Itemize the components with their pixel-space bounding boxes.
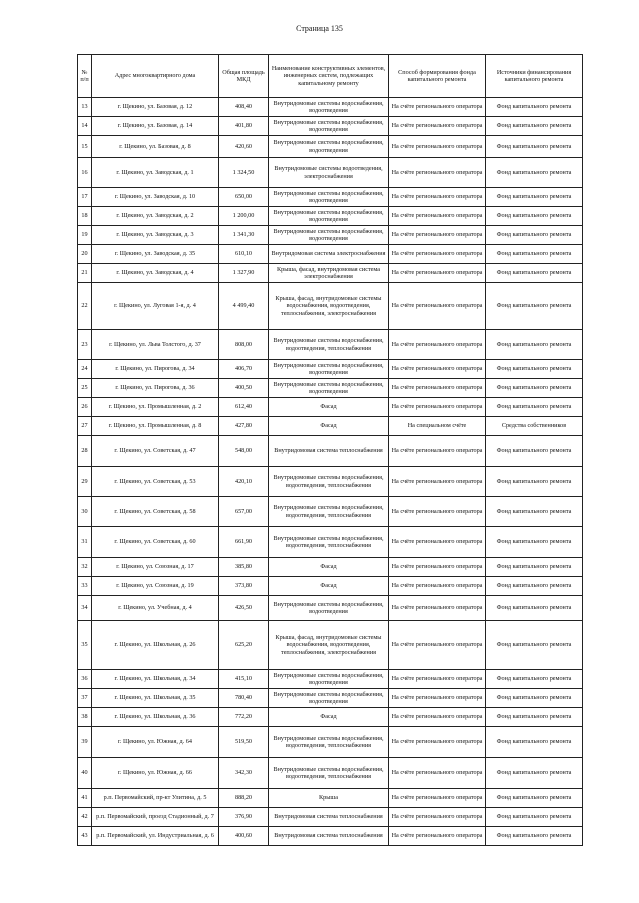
- cell-address: г. Щекино, ул. Промышленная, д. 8: [92, 417, 219, 436]
- cell-source: Фонд капитального ремонта: [486, 136, 583, 158]
- cell-address: г. Щекино, ул. Заводская, д. 3: [92, 226, 219, 245]
- col-header-source: Источники финансирования капитального ремонта: [486, 55, 583, 98]
- cell-works: Крыша: [269, 789, 389, 808]
- table-row: [78, 283, 583, 330]
- cell-works: Внутридомовая система электроснабжения: [269, 245, 389, 264]
- cell-method: На счёте регионального оператора: [389, 283, 486, 330]
- table-row: [78, 727, 583, 758]
- cell-area: 420,10: [219, 467, 269, 497]
- cell-area: 385,80: [219, 558, 269, 577]
- cell-area: 1 324,50: [219, 158, 269, 188]
- cell-source: Фонд капитального ремонта: [486, 158, 583, 188]
- cell-source: Фонд капитального ремонта: [486, 330, 583, 360]
- col-header-works: Наименование конструктивных элементов, инженерных систем, подлежащих капитальному ремонту: [269, 55, 389, 98]
- cell-number: 40: [78, 758, 92, 789]
- cell-address: г. Щекино, ул. Южная, д. 64: [92, 727, 219, 758]
- cell-area: 661,90: [219, 527, 269, 558]
- cell-address: г. Щекино, ул. Луговая 1-я, д. 4: [92, 283, 219, 330]
- col-header-method: Способ формирования фонда капитального ремонта: [389, 55, 486, 98]
- table-row: [78, 670, 583, 689]
- cell-area: 426,50: [219, 596, 269, 621]
- cell-source: Фонд капитального ремонта: [486, 117, 583, 136]
- cell-works: Фасад: [269, 417, 389, 436]
- table-row: [78, 689, 583, 708]
- cell-area: 1 341,30: [219, 226, 269, 245]
- cell-method: На счёте регионального оператора: [389, 226, 486, 245]
- cell-method: На счёте регионального оператора: [389, 708, 486, 727]
- cell-number: 18: [78, 207, 92, 226]
- cell-address: г. Щекино, ул. Союзная, д. 19: [92, 577, 219, 596]
- cell-works: Внутридомовые системы водоснабжения, водоотведения: [269, 360, 389, 379]
- table-row: [78, 117, 583, 136]
- table-row: [78, 527, 583, 558]
- cell-works: Крыша, фасад, внутридомовые системы водоснабжения, водоотведения, теплоснабжения, электроснабжения: [269, 283, 389, 330]
- table-row: [78, 621, 583, 670]
- table-row: [78, 417, 583, 436]
- table-row: [78, 596, 583, 621]
- table-body: [78, 98, 583, 846]
- cell-number: 24: [78, 360, 92, 379]
- cell-address: г. Щекино, ул. Союзная, д. 17: [92, 558, 219, 577]
- cell-source: Фонд капитального ремонта: [486, 283, 583, 330]
- cell-works: Внутридомовые системы водоснабжения, водоотведения, теплоснабжения: [269, 527, 389, 558]
- cell-area: 780,40: [219, 689, 269, 708]
- cell-number: 20: [78, 245, 92, 264]
- table-row: [78, 497, 583, 527]
- cell-source: Фонд капитального ремонта: [486, 398, 583, 417]
- cell-number: 32: [78, 558, 92, 577]
- cell-area: 420,60: [219, 136, 269, 158]
- cell-method: На счёте регионального оператора: [389, 577, 486, 596]
- cell-area: 610,10: [219, 245, 269, 264]
- cell-method: На счёте регионального оператора: [389, 117, 486, 136]
- col-header-number: № п/п: [78, 55, 92, 98]
- cell-works: Внутридомовые системы водоснабжения, водоотведения: [269, 379, 389, 398]
- table-row: [78, 789, 583, 808]
- cell-number: 16: [78, 158, 92, 188]
- cell-works: Крыша, фасад, внутридомовые системы водоснабжения, водоотведения, теплоснабжения, электроснабжения: [269, 621, 389, 670]
- cell-source: Фонд капитального ремонта: [486, 207, 583, 226]
- table-row: [78, 436, 583, 467]
- cell-source: Фонд капитального ремонта: [486, 789, 583, 808]
- cell-area: 548,00: [219, 436, 269, 467]
- cell-area: 612,40: [219, 398, 269, 417]
- cell-method: На счёте регионального оператора: [389, 207, 486, 226]
- cell-area: 401,80: [219, 117, 269, 136]
- cell-method: На счёте регионального оператора: [389, 136, 486, 158]
- cell-number: 17: [78, 188, 92, 207]
- cell-works: Внутридомовые системы водоснабжения, водоотведения: [269, 117, 389, 136]
- cell-number: 30: [78, 497, 92, 527]
- cell-works: Внутридомовые системы водоотведения, электроснабжения: [269, 158, 389, 188]
- cell-source: Фонд капитального ремонта: [486, 827, 583, 846]
- cell-source: Фонд капитального ремонта: [486, 758, 583, 789]
- cell-area: 4 499,40: [219, 283, 269, 330]
- cell-source: Фонд капитального ремонта: [486, 379, 583, 398]
- table-row: [78, 330, 583, 360]
- cell-number: 36: [78, 670, 92, 689]
- cell-number: 38: [78, 708, 92, 727]
- cell-works: Фасад: [269, 558, 389, 577]
- cell-method: На счёте регионального оператора: [389, 467, 486, 497]
- cell-source: Фонд капитального ремонта: [486, 98, 583, 117]
- cell-source: Фонд капитального ремонта: [486, 596, 583, 621]
- cell-method: На счёте регионального оператора: [389, 264, 486, 283]
- cell-area: 376,90: [219, 808, 269, 827]
- cell-works: Фасад: [269, 577, 389, 596]
- cell-works: Внутридомовые системы водоснабжения, водоотведения: [269, 98, 389, 117]
- cell-source: Фонд капитального ремонта: [486, 708, 583, 727]
- cell-number: 26: [78, 398, 92, 417]
- cell-number: 31: [78, 527, 92, 558]
- cell-number: 41: [78, 789, 92, 808]
- cell-area: 657,00: [219, 497, 269, 527]
- cell-address: г. Щекино, ул. Промышленная, д. 2: [92, 398, 219, 417]
- cell-area: 1 327,90: [219, 264, 269, 283]
- table-row: [78, 207, 583, 226]
- cell-method: На счёте регионального оператора: [389, 245, 486, 264]
- cell-address: р.п. Первомайский, ул. Индустриальная, д. 6: [92, 827, 219, 846]
- table-row: [78, 245, 583, 264]
- cell-source: Фонд капитального ремонта: [486, 727, 583, 758]
- cell-address: г. Щекино, ул. Льва Толстого, д. 37: [92, 330, 219, 360]
- cell-source: Фонд капитального ремонта: [486, 360, 583, 379]
- cell-address: г. Щекино, ул. Советская, д. 58: [92, 497, 219, 527]
- table-row: [78, 558, 583, 577]
- cell-address: г. Щекино, ул. Заводская, д. 35: [92, 245, 219, 264]
- cell-address: г. Щекино, ул. Базовая, д. 14: [92, 117, 219, 136]
- cell-address: г. Щекино, ул. Заводская, д. 1: [92, 158, 219, 188]
- cell-works: Внутридомовые системы водоснабжения, водоотведения, теплоснабжения: [269, 727, 389, 758]
- cell-address: г. Щекино, ул. Советская, д. 53: [92, 467, 219, 497]
- cell-number: 21: [78, 264, 92, 283]
- cell-source: Фонд капитального ремонта: [486, 670, 583, 689]
- cell-address: г. Щекино, ул. Заводская, д. 2: [92, 207, 219, 226]
- cell-works: Внутридомовые системы водоснабжения, водоотведения: [269, 207, 389, 226]
- cell-area: 415,10: [219, 670, 269, 689]
- cell-source: Фонд капитального ремонта: [486, 808, 583, 827]
- cell-number: 13: [78, 98, 92, 117]
- cell-number: 15: [78, 136, 92, 158]
- cell-source: Фонд капитального ремонта: [486, 188, 583, 207]
- cell-method: На счёте регионального оператора: [389, 527, 486, 558]
- cell-source: Фонд капитального ремонта: [486, 527, 583, 558]
- table-row: [78, 808, 583, 827]
- table-row: [78, 827, 583, 846]
- table-row: [78, 158, 583, 188]
- cell-number: 25: [78, 379, 92, 398]
- cell-works: Внутридомовые системы водоснабжения, водоотведения, теплоснабжения: [269, 467, 389, 497]
- cell-number: 28: [78, 436, 92, 467]
- table-row: [78, 379, 583, 398]
- table-row: [78, 136, 583, 158]
- cell-number: 34: [78, 596, 92, 621]
- cell-area: 427,80: [219, 417, 269, 436]
- cell-address: г. Щекино, ул. Советская, д. 60: [92, 527, 219, 558]
- table-row: [78, 226, 583, 245]
- cell-address: г. Щекино, ул. Заводская, д. 4: [92, 264, 219, 283]
- cell-works: Внутридомовые системы водоснабжения, водоотведения: [269, 689, 389, 708]
- table-row: [78, 188, 583, 207]
- cell-address: г. Щекино, ул. Учебная, д. 4: [92, 596, 219, 621]
- cell-source: Фонд капитального ремонта: [486, 497, 583, 527]
- col-header-area: Общая площадь МКД: [219, 55, 269, 98]
- cell-source: Фонд капитального ремонта: [486, 226, 583, 245]
- cell-method: На счёте регионального оператора: [389, 727, 486, 758]
- cell-source: Фонд капитального ремонта: [486, 577, 583, 596]
- cell-area: 772,20: [219, 708, 269, 727]
- cell-source: Фонд капитального ремонта: [486, 621, 583, 670]
- cell-address: г. Щекино, ул. Пирогова, д. 36: [92, 379, 219, 398]
- table-row: [78, 264, 583, 283]
- cell-method: На счёте регионального оператора: [389, 398, 486, 417]
- cell-number: 35: [78, 621, 92, 670]
- cell-method: На счёте регионального оператора: [389, 436, 486, 467]
- cell-area: 1 200,00: [219, 207, 269, 226]
- cell-works: Внутридомовые системы водоснабжения, водоотведения, теплоснабжения: [269, 330, 389, 360]
- cell-method: На счёте регионального оператора: [389, 789, 486, 808]
- cell-area: 519,50: [219, 727, 269, 758]
- cell-method: На счёте регионального оператора: [389, 188, 486, 207]
- page-number-label: Страница 135: [296, 24, 343, 33]
- cell-source: Фонд капитального ремонта: [486, 436, 583, 467]
- cell-method: На счёте регионального оператора: [389, 596, 486, 621]
- cell-works: Внутридомовые системы водоснабжения, водоотведения: [269, 136, 389, 158]
- cell-method: На счёте регионального оператора: [389, 98, 486, 117]
- cell-area: 808,00: [219, 330, 269, 360]
- cell-area: 400,50: [219, 379, 269, 398]
- cell-source: Фонд капитального ремонта: [486, 467, 583, 497]
- cell-works: Фасад: [269, 398, 389, 417]
- repair-register-table: [77, 54, 583, 846]
- cell-number: 43: [78, 827, 92, 846]
- cell-address: г. Щекино, ул. Школьная, д. 35: [92, 689, 219, 708]
- cell-number: 22: [78, 283, 92, 330]
- cell-address: г. Щекино, ул. Базовая, д. 12: [92, 98, 219, 117]
- cell-method: На счёте регионального оператора: [389, 330, 486, 360]
- cell-source: Фонд капитального ремонта: [486, 264, 583, 283]
- cell-address: г. Щекино, ул. Советская, д. 47: [92, 436, 219, 467]
- table-row: [78, 758, 583, 789]
- cell-source: Фонд капитального ремонта: [486, 689, 583, 708]
- cell-source: Фонд капитального ремонта: [486, 245, 583, 264]
- cell-method: На счёте регионального оператора: [389, 827, 486, 846]
- cell-address: г. Щекино, ул. Школьная, д. 36: [92, 708, 219, 727]
- cell-address: р.п. Первомайский, пр-кт Улитина, д. 5: [92, 789, 219, 808]
- cell-method: На счёте регионального оператора: [389, 558, 486, 577]
- cell-number: 27: [78, 417, 92, 436]
- cell-address: г. Щекино, ул. Школьная, д. 34: [92, 670, 219, 689]
- table-header-row: [78, 55, 583, 98]
- cell-works: Внутридомовые системы водоснабжения, водоотведения: [269, 188, 389, 207]
- cell-method: На счёте регионального оператора: [389, 670, 486, 689]
- cell-method: На специальном счёте: [389, 417, 486, 436]
- table-row: [78, 98, 583, 117]
- table-row: [78, 708, 583, 727]
- cell-area: 373,80: [219, 577, 269, 596]
- cell-method: На счёте регионального оператора: [389, 689, 486, 708]
- cell-area: 342,30: [219, 758, 269, 789]
- cell-number: 42: [78, 808, 92, 827]
- table-row: [78, 467, 583, 497]
- cell-address: г. Щекино, ул. Заводская, д. 10: [92, 188, 219, 207]
- cell-address: г. Щекино, ул. Пирогова, д. 34: [92, 360, 219, 379]
- cell-method: На счёте регионального оператора: [389, 379, 486, 398]
- cell-number: 33: [78, 577, 92, 596]
- cell-method: На счёте регионального оператора: [389, 621, 486, 670]
- cell-number: 14: [78, 117, 92, 136]
- table-row: [78, 360, 583, 379]
- cell-number: 37: [78, 689, 92, 708]
- cell-works: Внутридомовая система теплоснабжения: [269, 436, 389, 467]
- table-row: [78, 577, 583, 596]
- cell-works: Внутридомовые системы водоснабжения, водоотведения: [269, 596, 389, 621]
- cell-works: Фасад: [269, 708, 389, 727]
- cell-address: р.п. Первомайский, проезд Стадионный, д. 7: [92, 808, 219, 827]
- cell-works: Внутридомовые системы водоснабжения, водоотведения: [269, 670, 389, 689]
- cell-works: Внутридомовые системы водоснабжения, водоотведения, теплоснабжения: [269, 497, 389, 527]
- cell-works: Крыша, фасад, внутридомовая система электроснабжения: [269, 264, 389, 283]
- cell-source: Средства собственников: [486, 417, 583, 436]
- cell-method: На счёте регионального оператора: [389, 158, 486, 188]
- table-row: [78, 398, 583, 417]
- cell-address: г. Щекино, ул. Базовая, д. 8: [92, 136, 219, 158]
- cell-works: Внутридомовые системы водоснабжения, водоотведения, теплоснабжения: [269, 758, 389, 789]
- cell-address: г. Щекино, ул. Южная, д. 66: [92, 758, 219, 789]
- cell-method: На счёте регионального оператора: [389, 497, 486, 527]
- cell-method: На счёте регионального оператора: [389, 758, 486, 789]
- cell-method: На счёте регионального оператора: [389, 360, 486, 379]
- col-header-address: Адрес многоквартирного дома: [92, 55, 219, 98]
- cell-area: 888,20: [219, 789, 269, 808]
- cell-area: 406,70: [219, 360, 269, 379]
- cell-number: 29: [78, 467, 92, 497]
- cell-works: Внутридомовые системы водоснабжения, водоотведения: [269, 226, 389, 245]
- cell-area: 650,00: [219, 188, 269, 207]
- cell-works: Внутридомовая система теплоснабжения: [269, 827, 389, 846]
- cell-area: 408,40: [219, 98, 269, 117]
- cell-area: 400,60: [219, 827, 269, 846]
- cell-method: На счёте регионального оператора: [389, 808, 486, 827]
- cell-number: 39: [78, 727, 92, 758]
- cell-number: 19: [78, 226, 92, 245]
- cell-source: Фонд капитального ремонта: [486, 558, 583, 577]
- cell-number: 23: [78, 330, 92, 360]
- cell-area: 625,20: [219, 621, 269, 670]
- cell-address: г. Щекино, ул. Школьная, д. 26: [92, 621, 219, 670]
- cell-works: Внутридомовая система теплоснабжения: [269, 808, 389, 827]
